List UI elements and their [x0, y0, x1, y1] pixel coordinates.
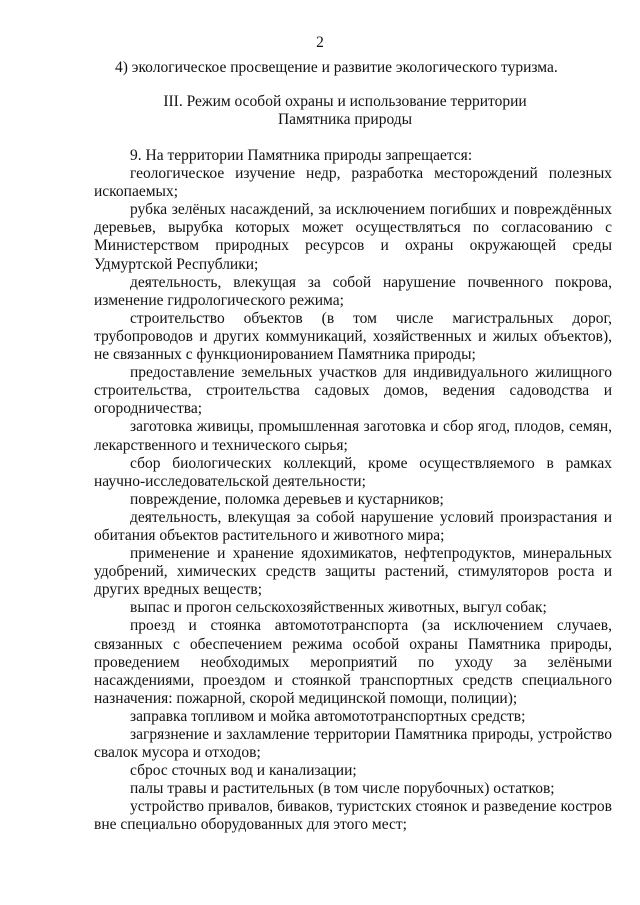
prohibition-item: заготовка живицы, промышленная заготовка и сбор ягод, плодов, семян, лекарственного и технического сырья;	[94, 418, 612, 454]
prohibition-item: сброс сточных вод и канализации;	[130, 762, 357, 780]
prohibition-item: проезд и стоянка автомототранспорта (за исключением случаев, связанных с обеспечением режима особой охраны Памятника природы, проведением необходимых мероприятий по уходу за зелёными насаждениями, проездом и стоянкой транспортных средств специального назначения: пожарной, скорой медицинской помощи, полиции);	[94, 617, 612, 707]
prohibition-item: палы травы и растительных (в том числе порубочных) остатков;	[130, 780, 555, 798]
prohibition-item: повреждение, поломка деревьев и кустарников;	[130, 490, 444, 508]
page-number: 2	[316, 34, 324, 51]
prohibition-item: деятельность, влекущая за собой нарушение условий произрастания и обитания объектов растительного и животного мира;	[94, 508, 612, 544]
prohibition-item: деятельность, влекущая за собой нарушение почвенного покрова, изменение гидрологического режима;	[94, 273, 612, 309]
prohibition-item: устройство привалов, биваков, туристских стоянок и разведение костров вне специально оборудованных для этого мест;	[94, 798, 612, 834]
prohibition-item: строительство объектов (в том числе магистральных дорог, трубопроводов и других коммуникаций, хозяйственных и жилых объектов), не связанных с функционированием Памятника природы;	[94, 309, 612, 364]
prohibition-item: геологическое изучение недр, разработка месторождений полезных ископаемых;	[94, 165, 612, 201]
prohibition-item: загрязнение и захламление территории Памятника природы, устройство свалок мусора и отходов;	[94, 726, 612, 762]
prohibition-item: сбор биологических коллекций, кроме осуществляемого в рамках научно-исследовательской деятельности;	[94, 454, 612, 490]
clause-body	[94, 147, 612, 835]
prohibition-item: заправка топливом и мойка автомототранспортных средств;	[130, 707, 526, 725]
prohibition-item: рубка зелёных насаждений, за исключением погибших и повреждённых деревьев, вырубка которых может осуществляться по согласованию с Министерством природных ресурсов и охраны окружающей среды Удмуртской Республики;	[94, 201, 612, 273]
prohibition-item: применение и хранение ядохимикатов, нефтепродуктов, минеральных удобрений, химических средств защиты растений, стимуляторов роста и других вредных веществ;	[94, 545, 612, 599]
section-heading	[80, 93, 610, 129]
intro-list-item: 4) экологическое просвещение и развитие экологического туризма.	[115, 59, 558, 76]
prohibition-item: выпас и прогон сельскохозяйственных животных, выгул собак;	[130, 599, 547, 617]
section-title-line-2: Памятника природы	[277, 111, 413, 128]
clause-heading: 9. На территории Памятника природы запрещается:	[130, 147, 473, 164]
prohibition-item: предоставление земельных участков для индивидуального жилищного строительства, строительства садовых домов, ведения садоводства и огородничества;	[94, 364, 612, 418]
section-title-line-1: III. Режим особой охраны и использование территории	[163, 93, 527, 110]
